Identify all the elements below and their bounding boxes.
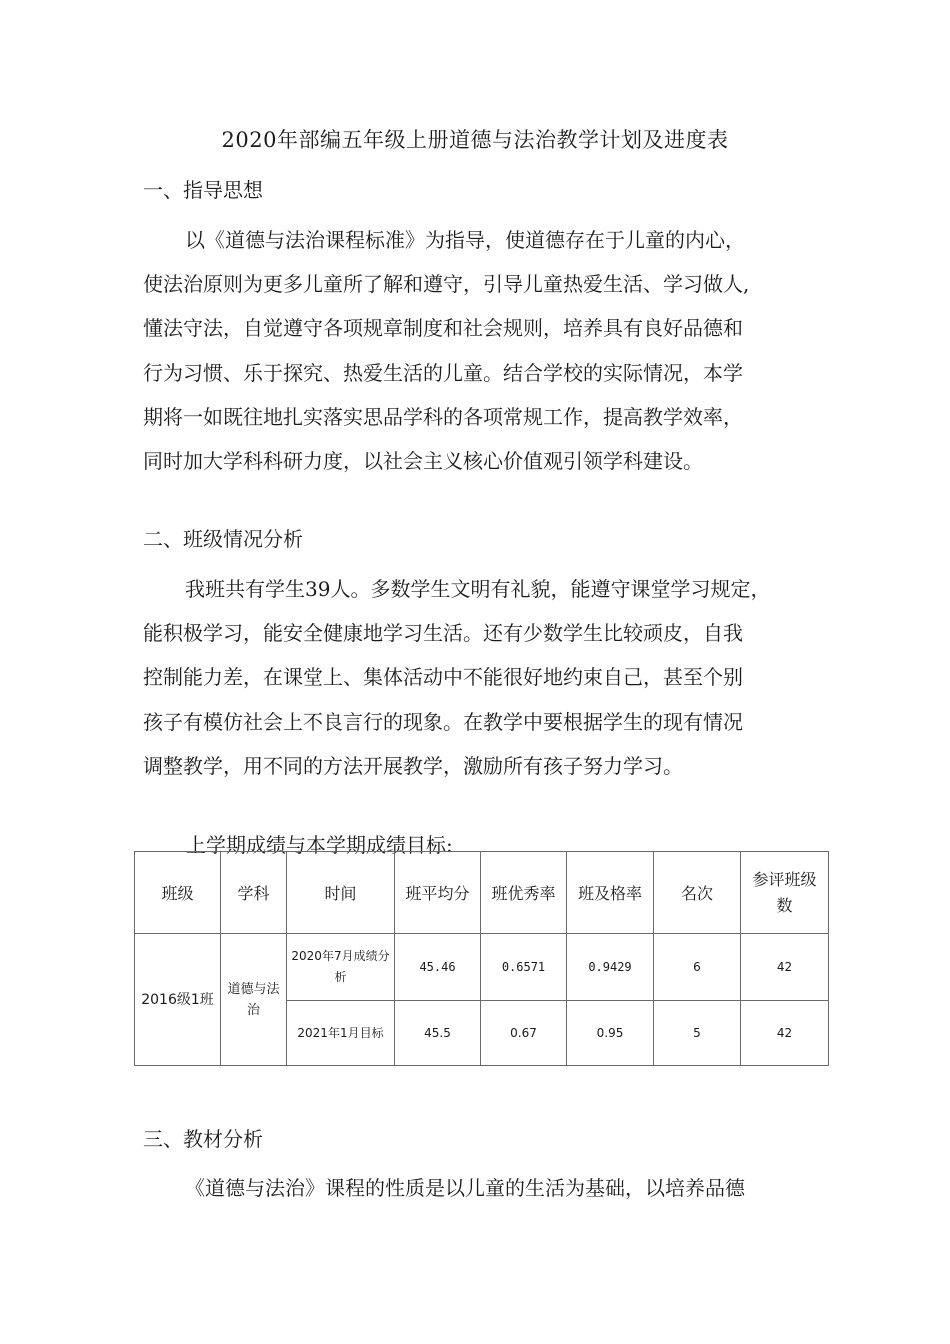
cell-subject: 道德与法治 — [221, 934, 287, 1066]
paragraph-line: 期将一如既往地扎实落实思品学科的各项常规工作，提高教学效率， — [143, 404, 743, 429]
section-heading-guiding-thought: 一、指导思想 — [143, 178, 263, 202]
cell-total-classes: 42 — [741, 934, 829, 1001]
cell-pass-rate: 0.9429 — [567, 934, 654, 1001]
cell-time: 2020年7月成绩分析 — [287, 934, 395, 1001]
cell-rank: 5 — [654, 1001, 741, 1066]
document-title: 2020年部编五年级上册道德与法治教学计划及进度表 — [221, 128, 729, 152]
paragraph-textbook-analysis — [143, 1166, 843, 1210]
paragraph-line: 控制能力差，在课堂上、集体活动中不能很好地约束自己，甚至个别 — [143, 665, 743, 690]
paragraph-line: 同时加大学科科研力度，以社会主义核心价值观引领学科建设。 — [143, 449, 703, 474]
header-cell-rank: 名次 — [654, 852, 741, 934]
paragraph-line: 《道德与法治》课程的性质是以儿童的生活为基础，以培养品德 — [185, 1176, 745, 1200]
paragraph-line: 使法治原则为更多儿童所了解和遵守，引导儿童热爱生活、学习做人, — [143, 272, 750, 297]
header-cell-excellent-rate: 班优秀率 — [481, 852, 567, 934]
cell-excellent-rate: 0.67 — [481, 1001, 567, 1066]
cell-time: 2021年1月目标 — [287, 1001, 395, 1066]
table-row — [135, 934, 829, 1001]
paragraph-class-analysis — [143, 567, 843, 788]
header-cell-class: 班级 — [135, 852, 221, 934]
paragraph-line: 调整教学，用不同的方法开展教学，激励所有孩子努力学习。 — [143, 753, 683, 778]
grades-table — [134, 851, 829, 1066]
header-cell-average: 班平均分 — [395, 852, 481, 934]
cell-total-classes: 42 — [741, 1001, 829, 1066]
paragraph-line: 能积极学习，能安全健康地学习生活。还有少数学生比较顽皮，自我 — [143, 621, 743, 646]
table-caption: 上学期成绩与本学期成绩目标: — [186, 833, 453, 857]
cell-excellent-rate: 0.6571 — [481, 934, 567, 1001]
paragraph-guiding-thought — [143, 218, 843, 483]
cell-average: 45.5 — [395, 1001, 481, 1066]
section-heading-textbook-analysis: 三、教材分析 — [143, 1127, 263, 1151]
paragraph-line: 孩子有模仿社会上不良言行的现象。在教学中要根据学生的现有情况 — [143, 709, 743, 734]
cell-pass-rate: 0.95 — [567, 1001, 654, 1066]
table-header-row — [135, 852, 829, 934]
header-cell-time: 时间 — [287, 852, 395, 934]
paragraph-line: 懂法守法，自觉遵守各项规章制度和社会规则，培养具有良好品德和 — [143, 316, 743, 341]
header-cell-pass-rate: 班及格率 — [567, 852, 654, 934]
paragraph-line: 以《道德与法治课程标准》为指导，使道德存在于儿童的内心， — [185, 228, 745, 252]
cell-class-name: 2016级1班 — [135, 934, 221, 1066]
cell-average: 45.46 — [395, 934, 481, 1001]
header-cell-total-classes: 参评班级数 — [741, 852, 829, 934]
paragraph-line: 行为习惯、乐于探究、热爱生活的儿童。结合学校的实际情况，本学 — [143, 360, 743, 385]
paragraph-line: 我班共有学生39人。多数学生文明有礼貌，能遵守课堂学习规定， — [185, 577, 771, 601]
header-cell-subject: 学科 — [221, 852, 287, 934]
section-heading-class-analysis: 二、班级情况分析 — [143, 527, 303, 551]
cell-rank: 6 — [654, 934, 741, 1001]
